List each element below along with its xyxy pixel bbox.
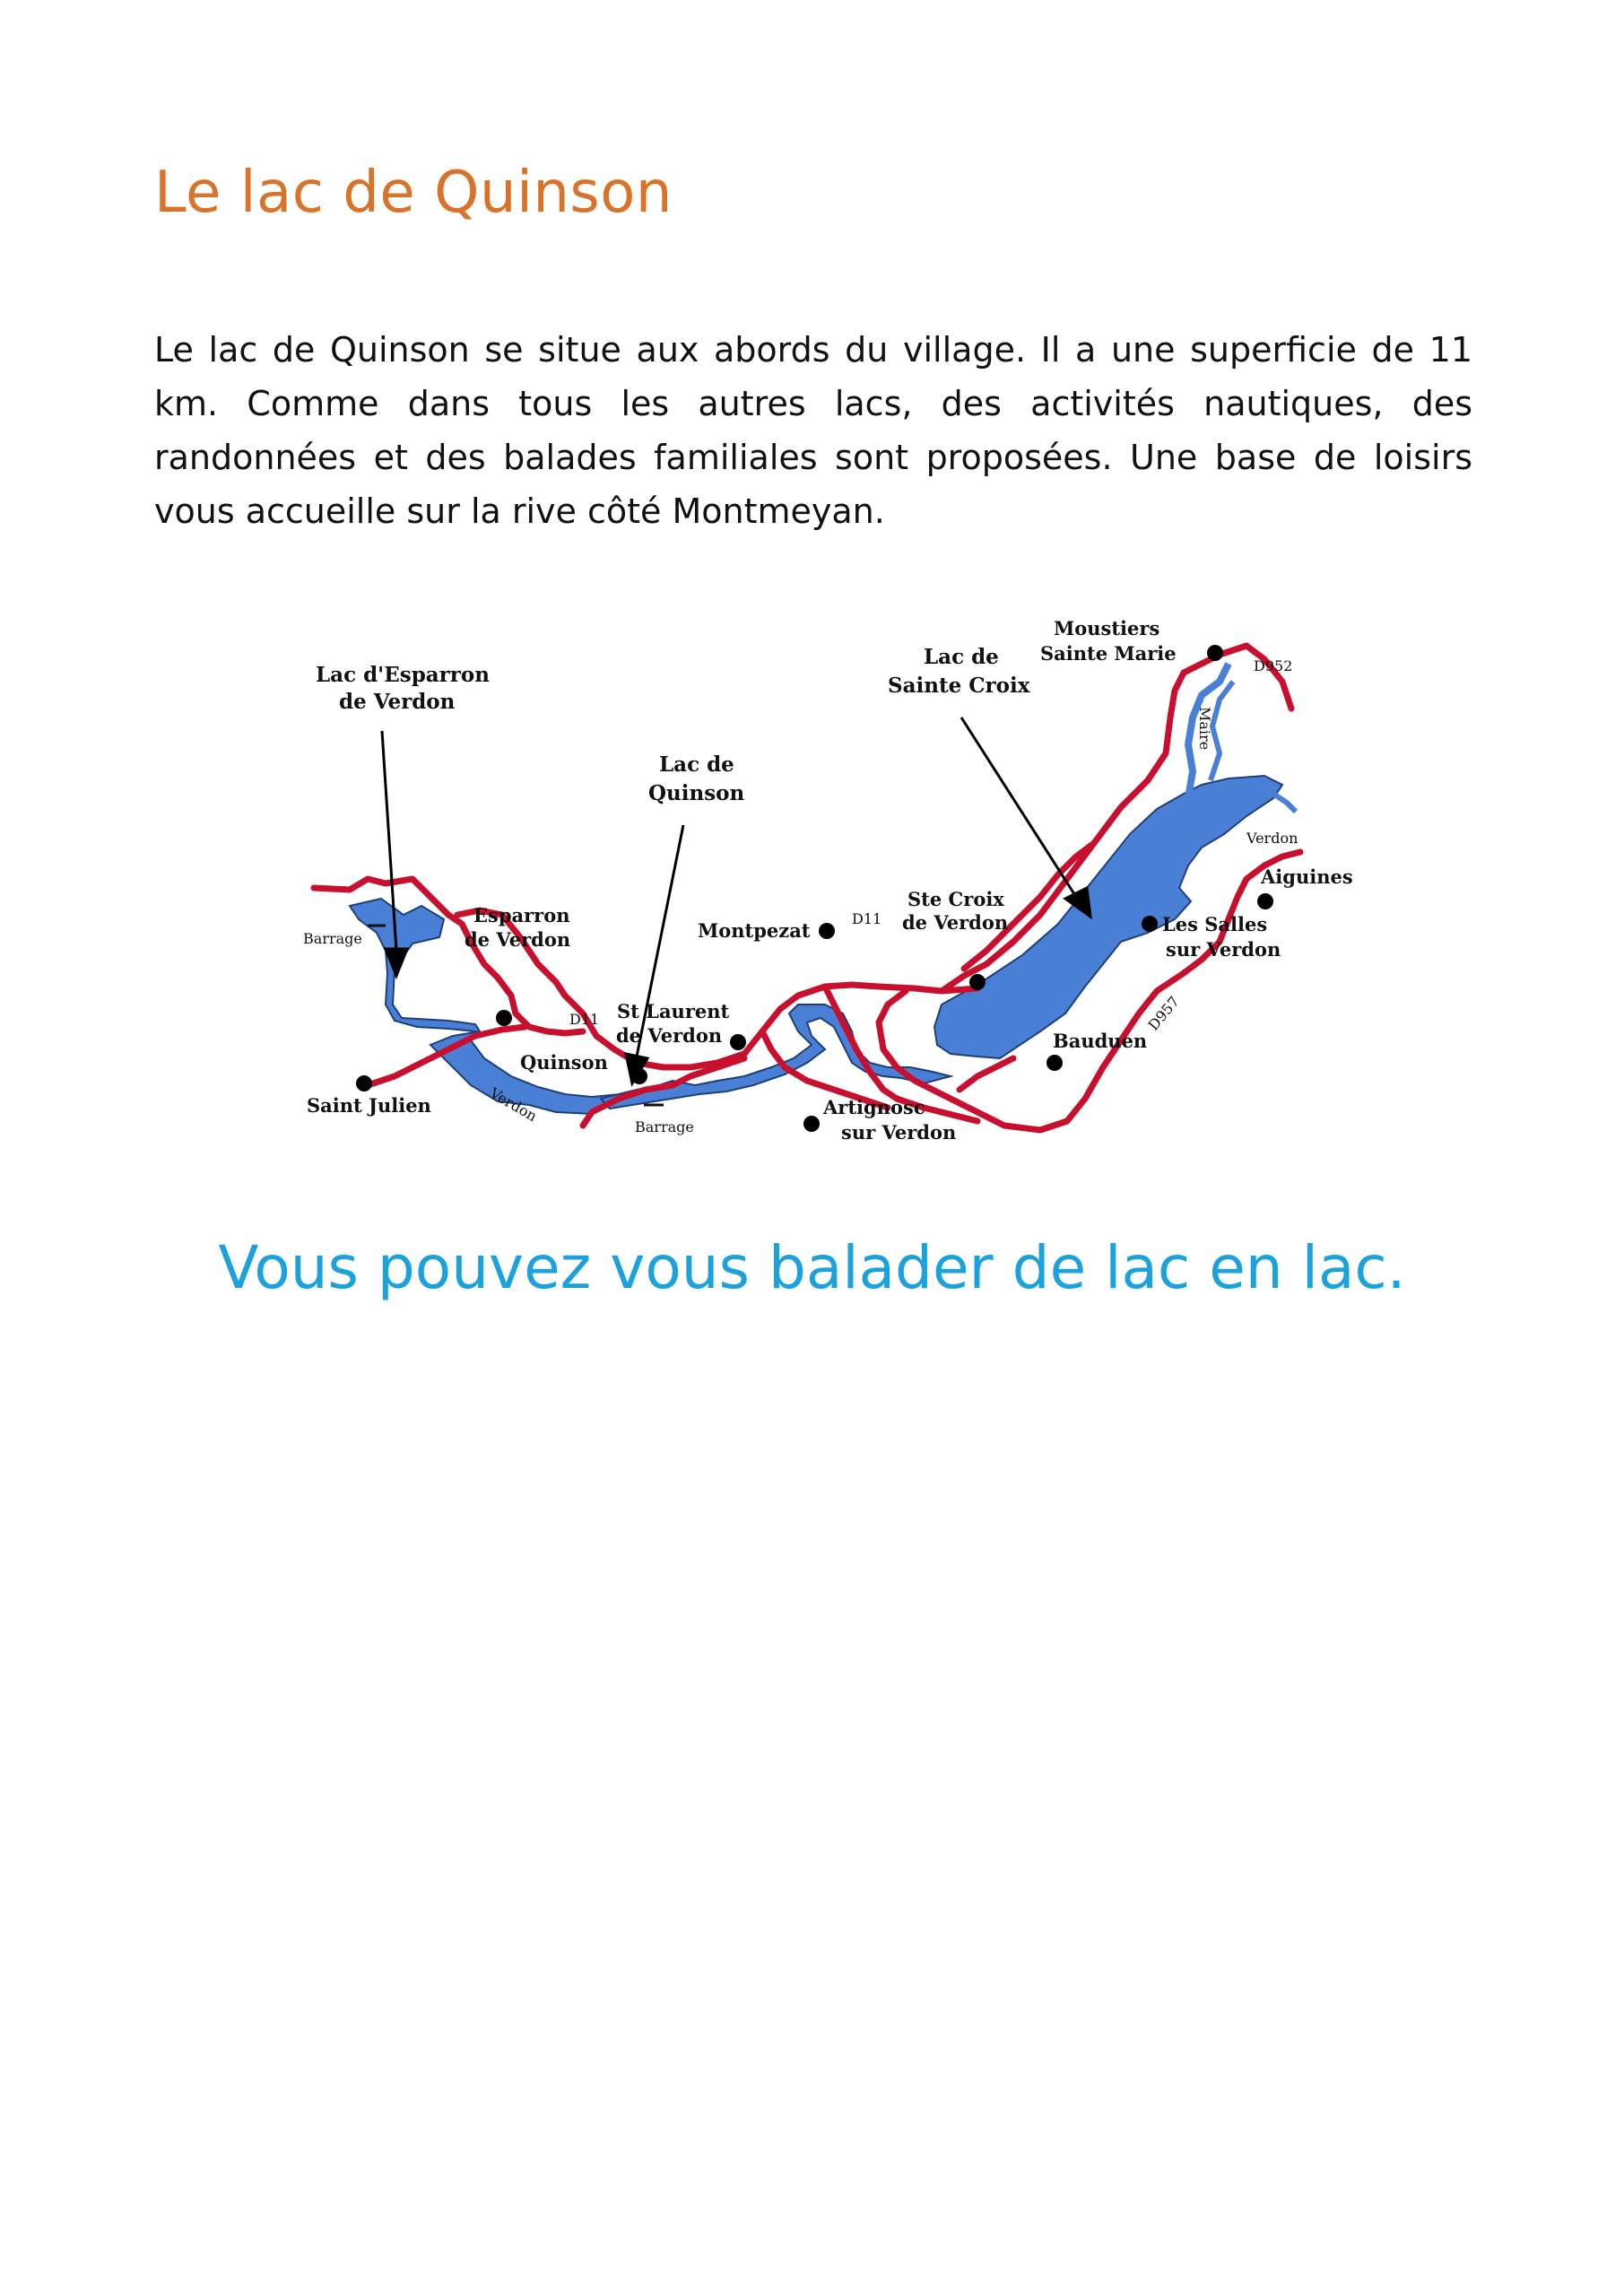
intro-paragraph: Le lac de Quinson se situe aux abords du village. Il a une superficie de 11 km. Comme dans tous les autres lacs, des activités nautiques, des randonnées et des balades familiales sont proposées. Une base de loisirs vous accueille sur la rive côté Montmeyan.	[154, 330, 1472, 531]
label-moustiers-l1: Moustiers	[1054, 617, 1160, 639]
label-d952: D952	[1254, 657, 1293, 674]
dot-montpezat	[819, 923, 835, 939]
lakes-map	[296, 610, 1353, 1157]
dot-aiguines	[1257, 893, 1273, 909]
river-verdon-east	[1273, 794, 1296, 812]
label-st-laurent-l2: de Verdon	[616, 1024, 723, 1047]
callout-quinson-l2: Quinson	[648, 781, 745, 805]
dot-st-laurent	[730, 1034, 746, 1050]
label-ste-croix-l1: Ste Croix	[908, 888, 1004, 910]
label-les-salles-l1: Les Salles	[1162, 913, 1268, 935]
dot-ste-croix	[969, 974, 986, 990]
callout-esparron-l2: de Verdon	[339, 690, 456, 714]
map-svg	[296, 610, 1353, 1157]
label-artignosc-l1: Artignosc	[823, 1096, 925, 1118]
closing-tagline: Vous pouvez vous balader de lac en lac.	[218, 1233, 1406, 1302]
dot-esparron	[496, 1010, 512, 1026]
label-barrage-quinson: Barrage	[635, 1118, 694, 1135]
label-artignosc-l2: sur Verdon	[841, 1121, 957, 1144]
label-d957: D957	[1144, 993, 1183, 1034]
label-st-laurent-l1: St Laurent	[617, 1000, 730, 1022]
dot-saint-julien	[356, 1075, 372, 1091]
dot-moustiers	[1207, 645, 1223, 661]
label-verdon-river: Verdon	[487, 1084, 541, 1126]
label-quinson: Quinson	[520, 1051, 608, 1074]
dot-artignosc	[803, 1116, 820, 1132]
label-saint-julien: Saint Julien	[307, 1094, 431, 1117]
page-title: Le lac de Quinson	[154, 160, 673, 226]
label-barrage-left: Barrage	[303, 930, 362, 947]
callout-esparron-l1: Lac d'Esparron	[316, 663, 490, 687]
label-d11-left: D11	[569, 1011, 600, 1028]
label-montpezat: Montpezat	[698, 919, 811, 942]
label-d11-right: D11	[852, 910, 882, 927]
label-les-salles-l2: sur Verdon	[1166, 938, 1281, 961]
label-moustiers-l2: Sainte Marie	[1040, 642, 1177, 665]
label-aiguines: Aiguines	[1261, 865, 1353, 888]
callout-quinson-l1: Lac de	[659, 752, 734, 777]
dot-bauduen	[1046, 1055, 1063, 1071]
callout-sainte-croix-l1: Lac de	[924, 645, 999, 669]
label-esparron-l1: Esparron	[473, 904, 570, 926]
callout-sainte-croix-l2: Sainte Croix	[888, 674, 1030, 698]
label-bauduen: Bauduen	[1053, 1030, 1148, 1052]
label-ste-croix-l2: de Verdon	[902, 911, 1009, 934]
label-esparron-l2: de Verdon	[465, 928, 571, 951]
dot-les-salles	[1142, 916, 1158, 932]
label-verdon-east: Verdon	[1246, 830, 1298, 847]
label-maire: Maire	[1196, 707, 1213, 751]
